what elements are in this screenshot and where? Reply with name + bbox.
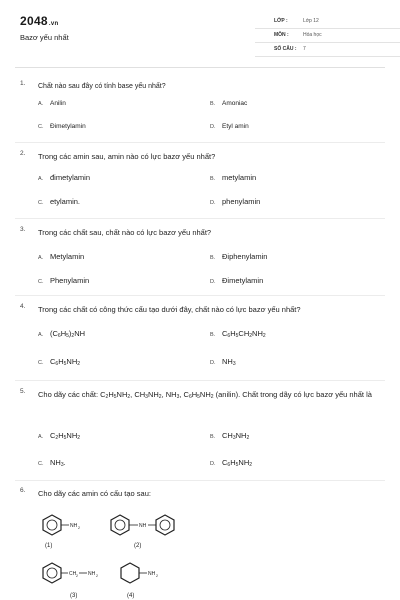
option-d[interactable] — [210, 123, 249, 130]
option-d[interactable] — [210, 276, 263, 285]
question-5 — [20, 388, 380, 476]
option-label: D. — [210, 200, 216, 206]
structure-1 — [40, 513, 100, 549]
option-text: Anilin — [50, 100, 66, 107]
option-a[interactable] — [38, 173, 90, 182]
question-2 — [20, 150, 380, 212]
option-label: B. — [210, 255, 216, 261]
option-d[interactable] — [210, 357, 236, 367]
option-b[interactable] — [210, 173, 256, 182]
question-number: 2. — [20, 150, 26, 157]
benzylamine-structure-icon — [40, 561, 120, 585]
question-text: Chất nào sau đây có tính base yếu nhất? — [38, 83, 166, 90]
site-logo[interactable] — [20, 14, 58, 28]
option-label: B. — [210, 176, 216, 182]
question-text: Cho dãy các chất: $C_2H_5NH_2$, $CH_3NH_2$, $NH_3$, $C_6H_5NH_2$ (anilin). Chất trong dãy có lực bazơ yếu nhất là — [38, 390, 372, 400]
svg-text:2: 2 — [78, 526, 80, 530]
meta-row-class — [255, 15, 400, 29]
option-b[interactable] — [210, 431, 249, 441]
question-4 — [20, 303, 380, 373]
option-text: $NH_3$ — [222, 357, 236, 367]
logo-suffix: .vn — [48, 21, 59, 27]
option-text: $(C_6H_5)_2NH$ — [50, 329, 86, 339]
option-label: C. — [38, 360, 44, 366]
meta-value: Lớp 12 — [303, 18, 319, 24]
option-c[interactable] — [38, 458, 66, 468]
structure-label: (3) — [70, 593, 78, 599]
question-number: 3. — [20, 226, 26, 233]
option-text: $C_6H_5NH_2$ — [50, 357, 81, 367]
svg-text:CH: CH — [69, 571, 77, 577]
option-d[interactable] — [210, 197, 260, 206]
option-label: D. — [210, 360, 216, 366]
option-a[interactable] — [38, 100, 66, 107]
structure-label: (2) — [134, 543, 142, 549]
option-text: Metylamin — [50, 252, 85, 261]
option-a[interactable] — [38, 329, 85, 339]
option-label: A. — [38, 101, 44, 107]
option-a[interactable] — [38, 431, 80, 441]
option-label: C. — [38, 200, 44, 206]
option-text: metylamin — [222, 173, 257, 182]
option-text: Etyl amin — [222, 123, 249, 130]
aniline-structure-icon — [40, 513, 100, 537]
option-text: Phenylamin — [50, 276, 90, 285]
option-text: $C_6H_5NH_2$ — [222, 458, 253, 468]
option-label: A. — [38, 176, 44, 182]
option-label: A. — [38, 434, 44, 440]
meta-key: LỚP : — [274, 18, 288, 24]
option-c[interactable] — [38, 357, 80, 367]
svg-text:2: 2 — [96, 574, 98, 578]
question-number: 6. — [20, 487, 26, 494]
question-number: 4. — [20, 303, 26, 310]
question-text: Trong các chất có công thức cấu tạo dưới đây, chất nào có lực bazơ yếu nhất? — [38, 305, 301, 314]
question-text: Cho dãy các amin có cấu tạo sau: — [38, 489, 151, 498]
question-text: Trong các chất sau, chất nào có lực bazơ yếu nhất? — [38, 228, 212, 237]
option-a[interactable] — [38, 252, 84, 261]
svg-text:NH: NH — [88, 571, 96, 577]
option-b[interactable] — [210, 100, 247, 107]
meta-row-subject — [255, 29, 400, 43]
divider — [15, 67, 385, 68]
option-c[interactable] — [38, 276, 89, 285]
option-label: B. — [210, 434, 216, 440]
divider — [15, 218, 385, 219]
divider — [15, 480, 385, 481]
option-label: C. — [38, 461, 44, 467]
structure-4 — [118, 561, 178, 599]
option-label: D. — [210, 461, 216, 467]
diphenylamine-structure-icon — [108, 513, 188, 537]
option-text: Đimetylamin — [50, 123, 86, 130]
question-number: 5. — [20, 388, 26, 395]
divider — [15, 142, 385, 143]
option-d[interactable] — [210, 458, 252, 468]
option-label: D. — [210, 279, 216, 285]
option-b[interactable] — [210, 329, 266, 339]
option-label: C. — [38, 279, 44, 285]
option-c[interactable] — [38, 123, 86, 130]
option-text: Amoniac — [222, 100, 248, 107]
option-label: D. — [210, 124, 216, 130]
svg-text:2: 2 — [156, 574, 158, 578]
option-text: etylamin. — [50, 197, 81, 206]
question-number: 1. — [20, 80, 26, 87]
svg-text:NH: NH — [70, 523, 78, 529]
question-3 — [20, 226, 380, 288]
logo-text: 2048 — [20, 14, 48, 28]
page-title: Bazơ yếu nhất — [20, 33, 69, 42]
divider — [15, 380, 385, 381]
structure-2 — [108, 513, 188, 549]
option-text: Đimetylamin — [222, 276, 264, 285]
cyclohexylamine-structure-icon — [118, 561, 178, 585]
option-text: $C_2H_5NH_2$ — [50, 431, 81, 441]
divider — [15, 295, 385, 296]
option-label: C. — [38, 124, 44, 130]
structure-label: (1) — [45, 543, 53, 549]
meta-key: SỐ CÂU : — [274, 46, 297, 52]
meta-value: Hóa học — [303, 32, 322, 38]
question-text: Trong các amin sau, amin nào có lực bazơ yếu nhất? — [38, 152, 216, 161]
option-c[interactable] — [38, 197, 80, 206]
option-text: $NH_3$. — [50, 458, 66, 468]
svg-text:NH: NH — [148, 571, 156, 577]
svg-text:NH: NH — [139, 523, 147, 529]
meta-info — [255, 15, 400, 57]
option-text: Điphenylamin — [222, 252, 268, 261]
option-b[interactable] — [210, 252, 267, 261]
option-text: phenylamin — [222, 197, 261, 206]
meta-value: 7 — [303, 46, 306, 52]
question-6 — [20, 487, 380, 600]
option-label: A. — [38, 332, 44, 338]
option-label: B. — [210, 332, 216, 338]
option-text: $C_6H_5CH_2NH_2$ — [222, 329, 266, 339]
structure-3 — [40, 561, 120, 599]
meta-row-count — [255, 43, 400, 57]
option-text: $CH_3NH_2$ — [222, 431, 250, 441]
page-header — [20, 10, 380, 58]
option-text: đimetylamin — [50, 173, 91, 182]
svg-text:2: 2 — [76, 574, 78, 578]
option-label: A. — [38, 255, 44, 261]
option-label: B. — [210, 101, 216, 107]
structure-label: (4) — [127, 593, 135, 599]
question-1 — [20, 80, 380, 135]
meta-key: MÔN : — [274, 32, 289, 38]
